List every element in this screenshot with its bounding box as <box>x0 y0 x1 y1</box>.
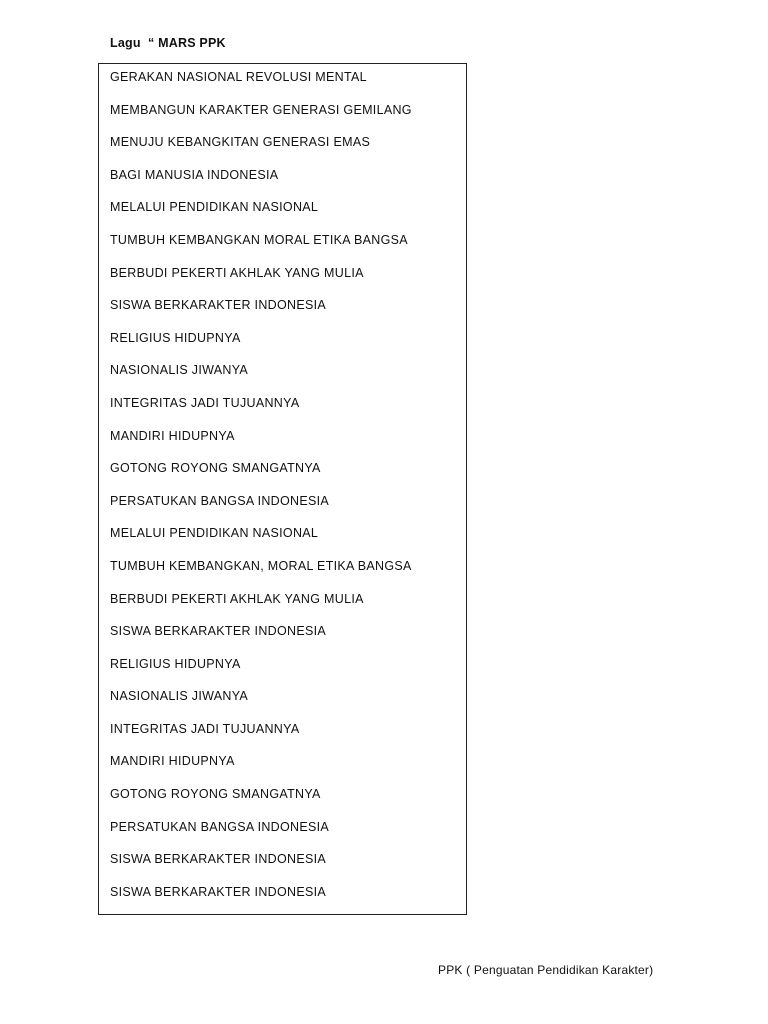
lyric-line: MANDIRI HIDUPNYA <box>110 428 235 443</box>
lyric-line: MENUJU KEBANGKITAN GENERASI EMAS <box>110 135 371 150</box>
lyric-line: MELALUI PENDIDIKAN NASIONAL <box>110 526 319 541</box>
footer-note: PPK ( Penguatan Pendidikan Karakter) <box>438 963 654 977</box>
song-title: Lagu “ MARS PPK <box>110 36 226 50</box>
lyric-line: PERSATUKAN BANGSA INDONESIA <box>110 819 330 834</box>
lyric-line: TUMBUH KEMBANGKAN MORAL ETIKA BANGSA <box>110 232 408 247</box>
lyric-line: BERBUDI PEKERTI AKHLAK YANG MULIA <box>110 265 364 280</box>
lyric-line: SISWA BERKARAKTER INDONESIA <box>110 624 327 639</box>
lyric-line: MEMBANGUN KARAKTER GENERASI GEMILANG <box>110 102 412 117</box>
lyrics-list <box>110 68 412 915</box>
lyric-line: MELALUI PENDIDIKAN NASIONAL <box>110 200 319 215</box>
lyric-line: RELIGIUS HIDUPNYA <box>110 656 241 671</box>
lyric-line: MANDIRI HIDUPNYA <box>110 754 235 769</box>
lyric-line: BERBUDI PEKERTI AKHLAK YANG MULIA <box>110 591 364 606</box>
lyric-line: GERAKAN NASIONAL REVOLUSI MENTAL <box>110 70 367 84</box>
lyric-line: INTEGRITAS JADI TUJUANNYA <box>110 721 300 736</box>
lyric-line: INTEGRITAS JADI TUJUANNYA <box>110 395 300 410</box>
lyric-line: GOTONG ROYONG SMANGATNYA <box>110 461 321 476</box>
lyric-line: NASIONALIS JIWANYA <box>110 363 249 378</box>
lyrics-box <box>98 63 467 915</box>
lyric-line: RELIGIUS HIDUPNYA <box>110 330 241 345</box>
lyric-line: SISWA BERKARAKTER INDONESIA <box>110 884 327 899</box>
lyric-line: NASIONALIS JIWANYA <box>110 689 249 704</box>
lyric-line: PERSATUKAN BANGSA INDONESIA <box>110 493 330 508</box>
lyric-line: SISWA BERKARAKTER INDONESIA <box>110 298 327 313</box>
lyric-line: SISWA BERKARAKTER INDONESIA <box>110 852 327 867</box>
lyric-line: BAGI MANUSIA INDONESIA <box>110 167 279 182</box>
lyric-line: TUMBUH KEMBANGKAN, MORAL ETIKA BANGSA <box>110 558 412 573</box>
lyric-line: GOTONG ROYONG SMANGATNYA <box>110 787 321 802</box>
